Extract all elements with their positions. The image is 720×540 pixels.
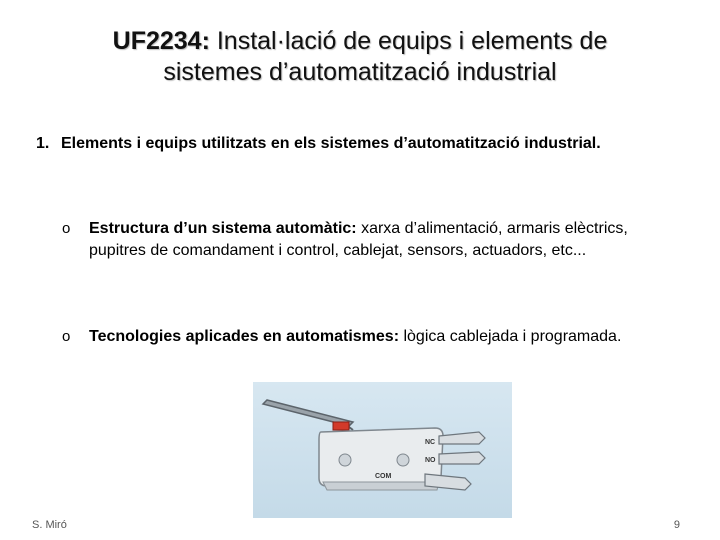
label-no: NO (425, 457, 436, 464)
terminal-nc (439, 432, 485, 444)
list-item-text: Elements i equips utilitzats en els sistemes d’automatització industrial. (61, 135, 601, 152)
list-number: 1. (36, 135, 50, 152)
sub-item-body: lògica cablejada i programada. (399, 328, 622, 345)
mounting-hole (339, 454, 351, 466)
slide-title (60, 26, 660, 88)
sub-item-text (89, 326, 664, 348)
sub-item-heading: Tecnologies aplicades en automatismes: (89, 328, 400, 345)
page-number: 9 (673, 519, 680, 531)
mounting-hole (397, 454, 409, 466)
sub-item-heading: Estructura d’un sistema automàtic: (89, 220, 357, 237)
title-text: Instal·lació de equips i elements de sistemes d’automatització industrial (163, 27, 608, 86)
title-code: UF2234: (112, 27, 210, 55)
label-nc: NC (425, 439, 436, 446)
switch-button (333, 422, 349, 430)
terminal-no (439, 452, 485, 464)
label-com: COM (375, 473, 392, 480)
footer-author: S. Miró (32, 519, 67, 531)
bullet: o (62, 220, 71, 237)
sub-item-text (89, 218, 664, 262)
microswitch-illustration (253, 382, 512, 518)
sub-item-body: xarxa d’alimentació, armaris elèctrics, pupitres de comandament i control, cablejat, sensors, actuadors, etc... (89, 220, 628, 259)
bullet: o (62, 328, 71, 345)
microswitch-photo (253, 382, 512, 518)
